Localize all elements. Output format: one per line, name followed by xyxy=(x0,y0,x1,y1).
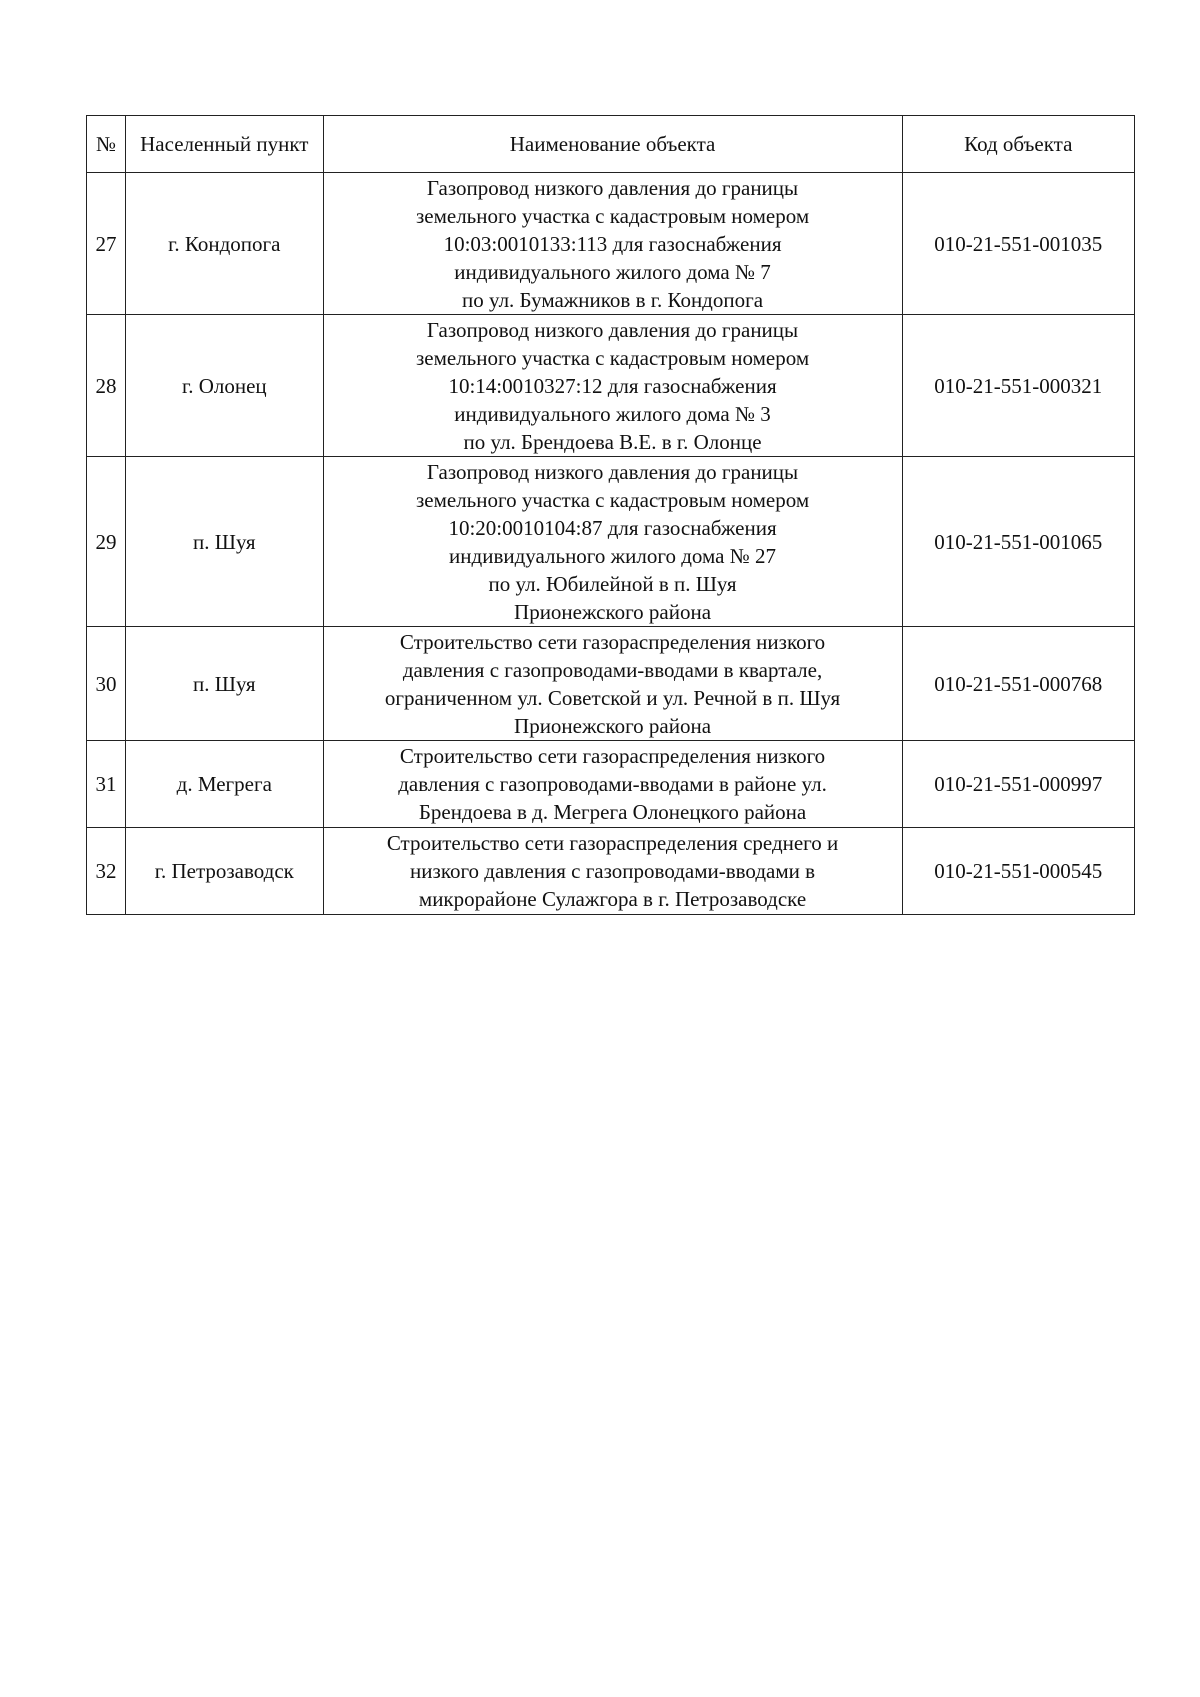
row-settlement: п. Шуя xyxy=(126,457,323,627)
header-number: № xyxy=(87,116,126,173)
row-object-code: 010-21-551-001035 xyxy=(902,173,1134,315)
row-object-name: Газопровод низкого давления до границы земельного участка с кадастровым номером 10:20:0010104:87 для газоснабжения индивидуального жилого дома № 27 по ул. Юбилейной в п. Шуя Прионежского района xyxy=(323,457,902,627)
row-object-name: Строительство сети газораспределения среднего и низкого давления с газопроводами-вводами в микрорайоне Сулажгора в г. Петрозаводске xyxy=(323,828,902,915)
header-object-code: Код объекта xyxy=(902,116,1134,173)
row-settlement: г. Олонец xyxy=(126,315,323,457)
row-object-code: 010-21-551-000545 xyxy=(902,828,1134,915)
row-object-code: 010-21-551-001065 xyxy=(902,457,1134,627)
row-object-code: 010-21-551-000997 xyxy=(902,741,1134,828)
table-row xyxy=(87,627,1135,741)
row-settlement: п. Шуя xyxy=(126,627,323,741)
header-settlement: Населенный пункт xyxy=(126,116,323,173)
row-settlement: г. Кондопога xyxy=(126,173,323,315)
row-number: 31 xyxy=(87,741,126,828)
table-row xyxy=(87,173,1135,315)
row-number: 28 xyxy=(87,315,126,457)
row-number: 27 xyxy=(87,173,126,315)
row-object-name: Строительство сети газораспределения низкого давления с газопроводами-вводами в районе ул. Брендоева в д. Мегрега Олонецкого района xyxy=(323,741,902,828)
table-header xyxy=(87,116,1135,173)
table-row xyxy=(87,741,1135,828)
row-settlement: г. Петрозаводск xyxy=(126,828,323,915)
row-object-code: 010-21-551-000321 xyxy=(902,315,1134,457)
row-object-name: Газопровод низкого давления до границы земельного участка с кадастровым номером 10:14:0010327:12 для газоснабжения индивидуального жилого дома № 3 по ул. Брендоева В.Е. в г. Олонце xyxy=(323,315,902,457)
table-row xyxy=(87,828,1135,915)
table-row xyxy=(87,457,1135,627)
row-settlement: д. Мегрега xyxy=(126,741,323,828)
row-number: 29 xyxy=(87,457,126,627)
header-object-name: Наименование объекта xyxy=(323,116,902,173)
row-object-name: Газопровод низкого давления до границы земельного участка с кадастровым номером 10:03:0010133:113 для газоснабжения индивидуального жилого дома № 7 по ул. Бумажников в г. Кондопога xyxy=(323,173,902,315)
row-number: 32 xyxy=(87,828,126,915)
row-number: 30 xyxy=(87,627,126,741)
table-row xyxy=(87,315,1135,457)
objects-table xyxy=(86,115,1135,915)
row-object-code: 010-21-551-000768 xyxy=(902,627,1134,741)
header-row xyxy=(87,116,1135,173)
table-body xyxy=(87,173,1135,915)
row-object-name: Строительство сети газораспределения низкого давления с газопроводами-вводами в квартале, ограниченном ул. Советской и ул. Речной в п. Шуя Прионежского района xyxy=(323,627,902,741)
